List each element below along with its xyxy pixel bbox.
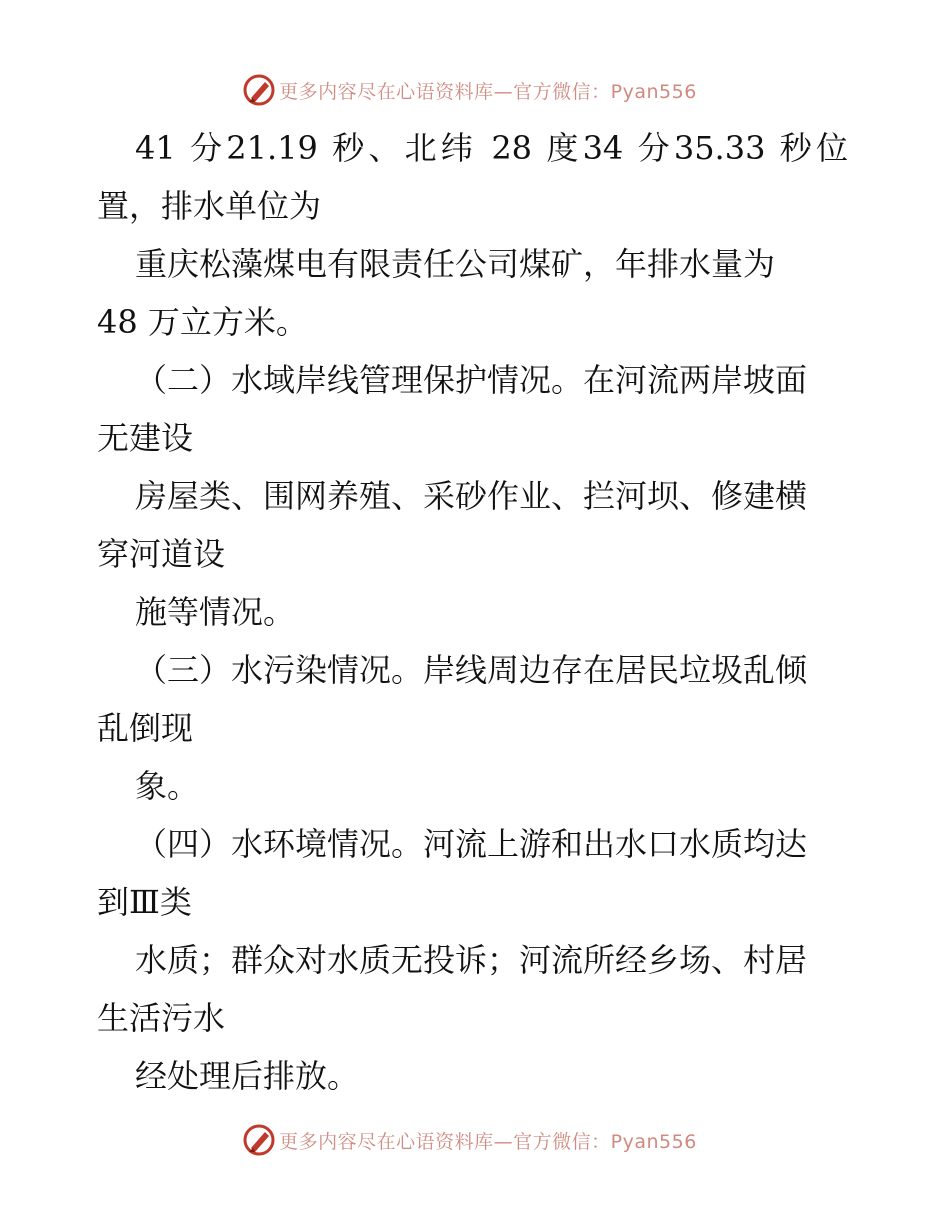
watermark-header (0, 70, 950, 110)
body-line: 置，排水单位为 (97, 187, 322, 225)
body-line: 象。 (135, 767, 200, 805)
body-line: 水质；群众对水质无投诉；河流所经乡场、村居 (135, 941, 808, 979)
body-line: 乱倒现 (97, 709, 194, 747)
body-line: 48 万立方米。 (97, 303, 308, 341)
watermark-text: 更多内容尽在心语资料库—官方微信：Pyan556 (279, 80, 697, 103)
body-line: 41 分21.19 秒、北纬 28 度34 分35.33 秒位 (135, 129, 848, 167)
body-line: 穿河道设 (97, 535, 226, 573)
body-line: （四）水环境情况。河流上游和出水口水质均达 (135, 825, 808, 863)
pen-logo-icon (241, 1122, 277, 1158)
body-line: 经处理后排放。 (135, 1057, 360, 1095)
watermark-text: 更多内容尽在心语资料库—官方微信：Pyan556 (279, 1130, 697, 1153)
body-line: 到Ⅲ类 (97, 883, 192, 921)
watermark-footer (0, 1120, 950, 1160)
body-line: 生活污水 (97, 999, 226, 1037)
body-line: （二）水域岸线管理保护情况。在河流两岸坡面 (135, 361, 808, 399)
body-line: 无建设 (97, 419, 194, 457)
body-line: （三）水污染情况。岸线周边存在居民垃圾乱倾 (135, 651, 808, 689)
body-line: 重庆松藻煤电有限责任公司煤矿，年排水量为 (135, 245, 776, 283)
body-line: 房屋类、围网养殖、采砂作业、拦河坝、修建横 (135, 477, 808, 515)
pen-logo-icon (241, 72, 277, 108)
body-line: 施等情况。 (135, 593, 296, 631)
